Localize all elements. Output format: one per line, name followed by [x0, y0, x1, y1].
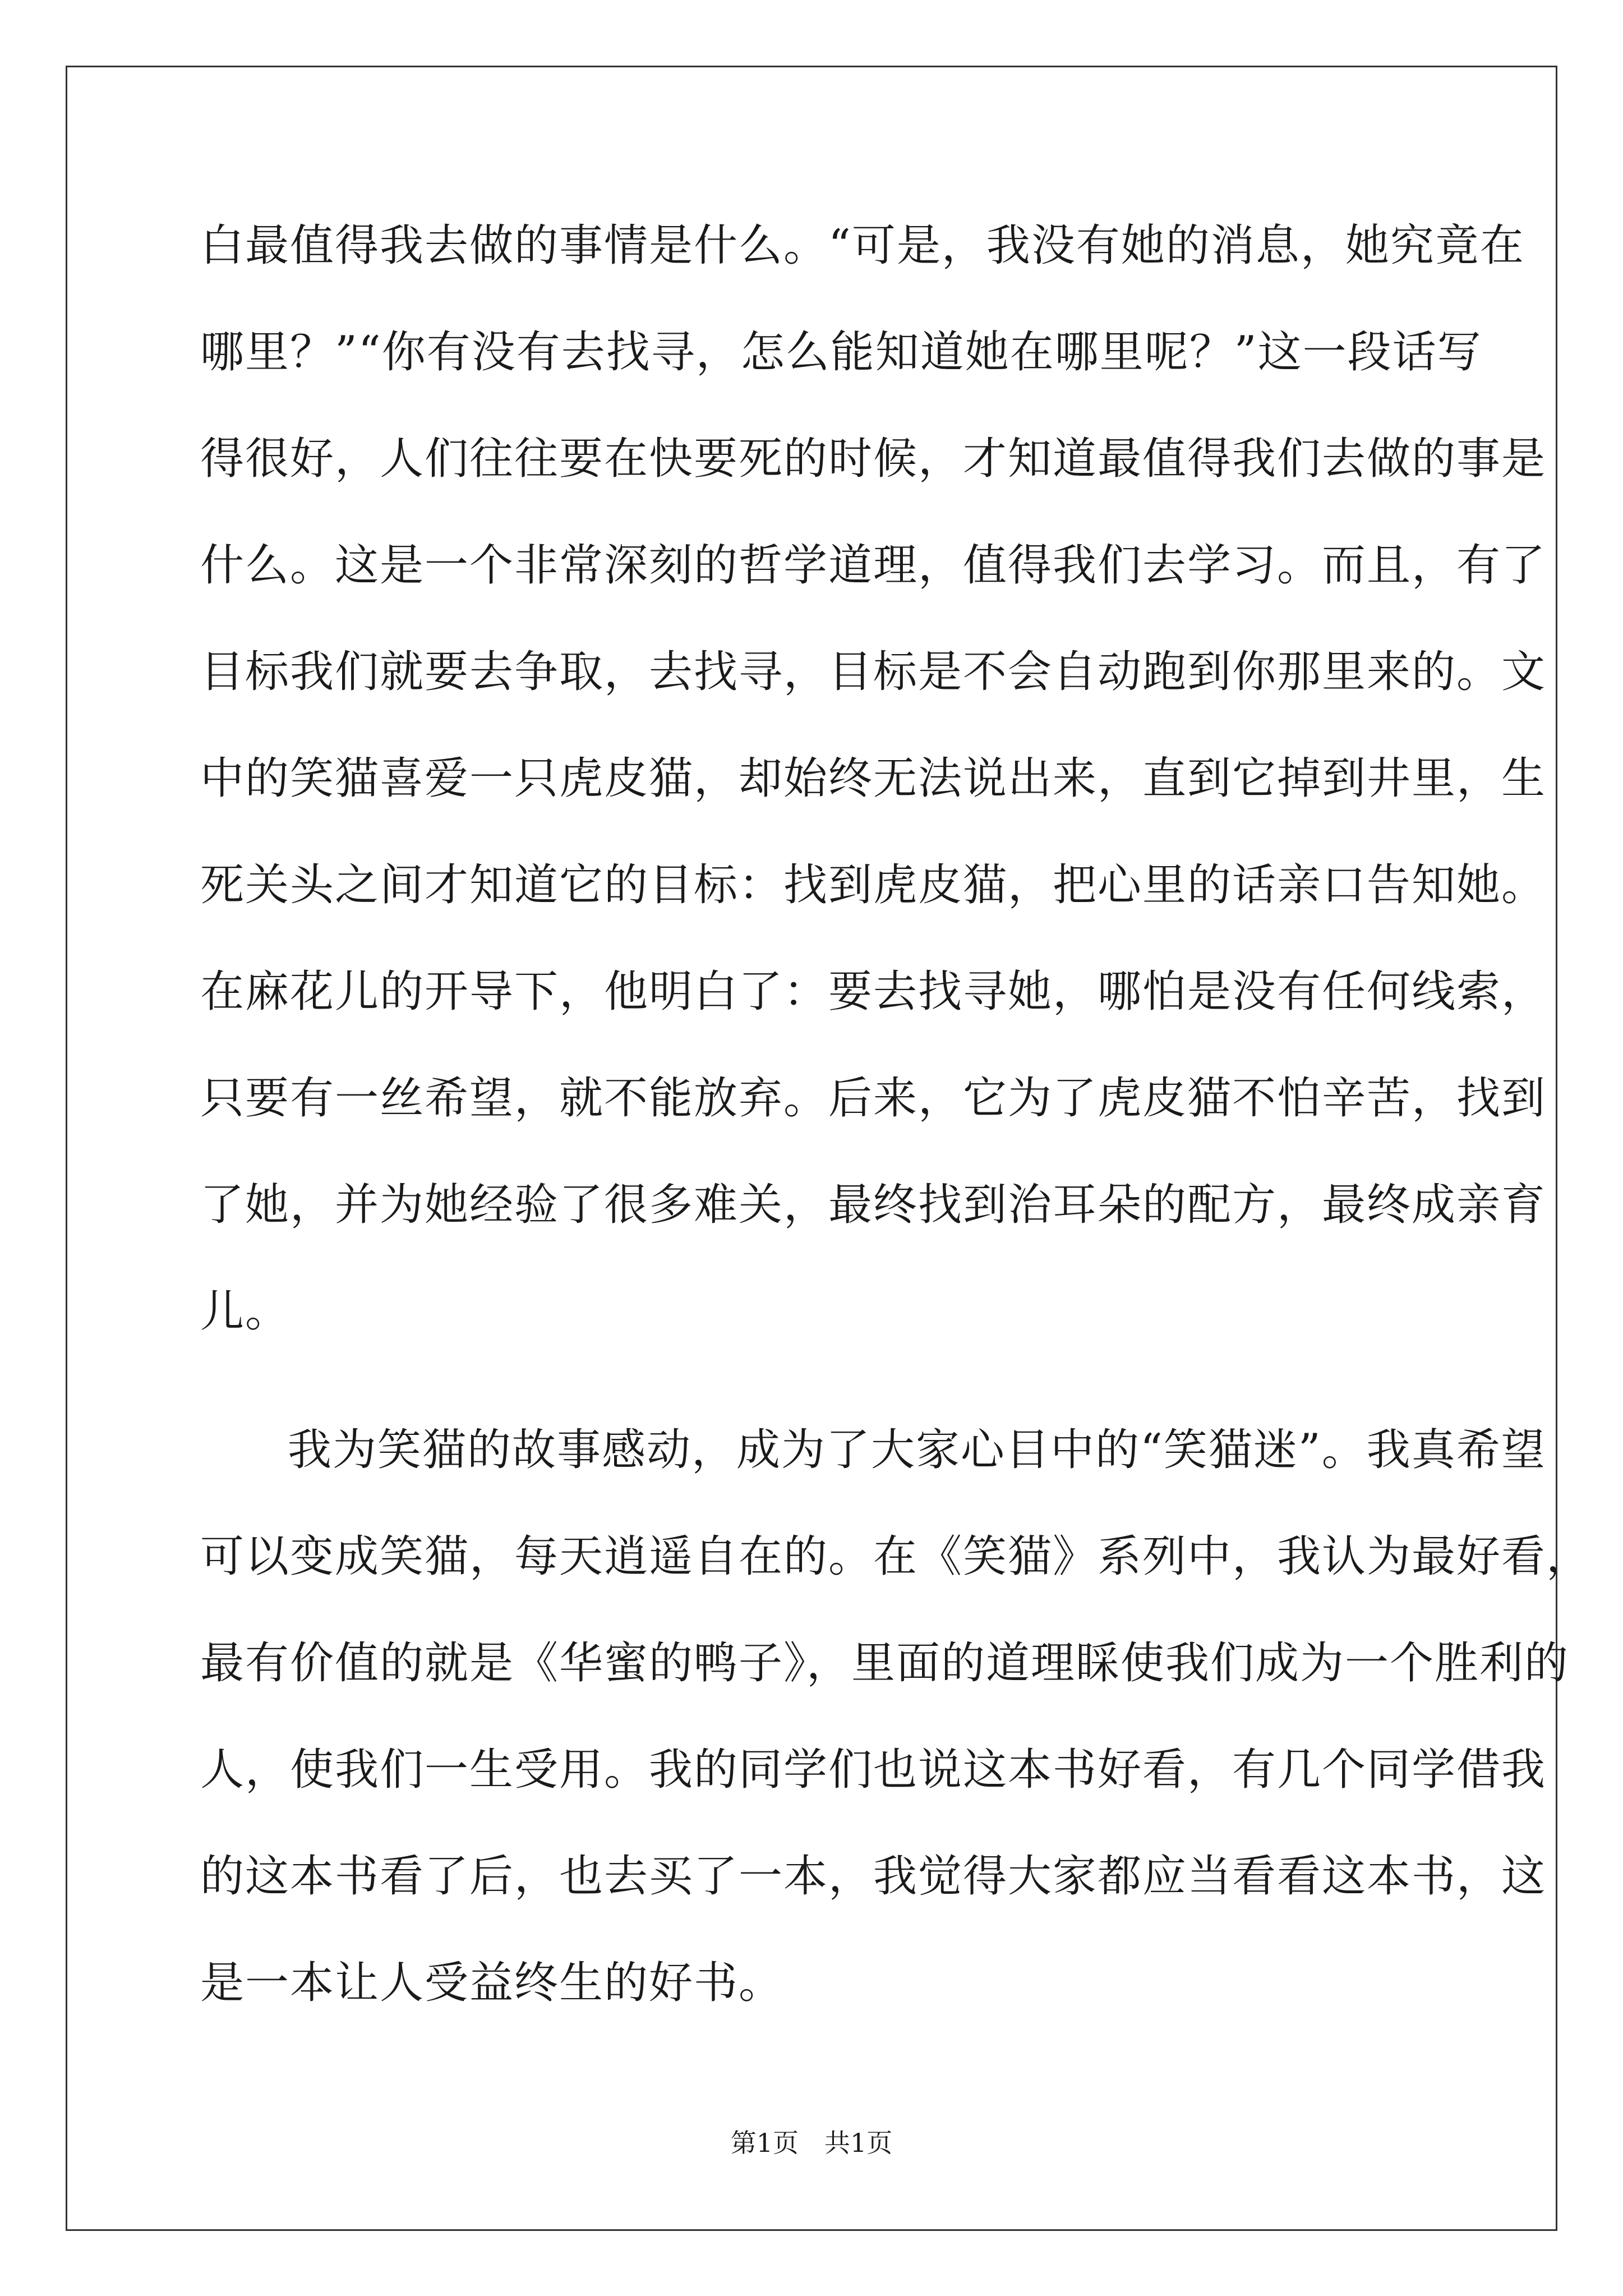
- text-line: 哪里？”“你有没有去找寻，怎么能知道她在哪里呢？”这一段话写: [200, 327, 1482, 378]
- text-line: 是一本让人受益终生的好书。: [200, 1958, 784, 2008]
- text-line: 中的笑猫喜爱一只虎皮猫，却始终无法说出来，直到它掉到井里，生: [200, 753, 1547, 804]
- text-line: 白最值得我去做的事情是什么。“可是，我没有她的消息，她究竟在: [200, 220, 1525, 271]
- text-line: 目标我们就要去争取，去找寻，目标是不会自动跑到你那里来的。文: [200, 647, 1547, 697]
- page-number: 第1页: [730, 2128, 799, 2158]
- text-line: 的这本书看了后，也去买了一本，我觉得大家都应当看看这本书，这: [200, 1851, 1547, 1902]
- text-line: 什么。这是一个非常深刻的哲学道理，值得我们去学习。而且，有了: [200, 540, 1547, 591]
- text-line: 死关头之间才知道它的目标：找到虎皮猫，把心里的话亲口告知她。: [200, 860, 1547, 910]
- text-line: 可以变成笑猫，每天逍遥自在的。在《笑猫》系列中，我认为最好看，: [200, 1531, 1592, 1582]
- text-line: 得很好，人们往往要在快要死的时候，才知道最值得我们去做的事是: [200, 434, 1547, 484]
- text-line: 了她，并为她经验了很多难关，最终找到治耳朵的配方，最终成亲育: [200, 1180, 1547, 1230]
- text-line: 我为笑猫的故事感动，成为了大家心目中的“笑猫迷”。我真希望: [288, 1425, 1546, 1475]
- document-body: [200, 212, 1592, 2056]
- page-footer: [0, 2126, 1623, 2160]
- text-line: 儿。: [200, 1286, 291, 1337]
- text-line: 在麻花儿的开导下，他明白了：要去找寻她，哪怕是没有任何线索，: [200, 967, 1547, 1017]
- page-total: 共1页: [824, 2128, 893, 2158]
- text-line: 只要有一丝希望，就不能放弃。后来，它为了虎皮猫不怕辛苦，找到: [200, 1073, 1547, 1124]
- text-line: 人，使我们一生受用。我的同学们也说这本书好看，有几个同学借我: [200, 1745, 1547, 1795]
- text-line: 最有价值的就是《华蜜的鸭子》，里面的道理睬使我们成为一个胜利的: [200, 1638, 1570, 1688]
